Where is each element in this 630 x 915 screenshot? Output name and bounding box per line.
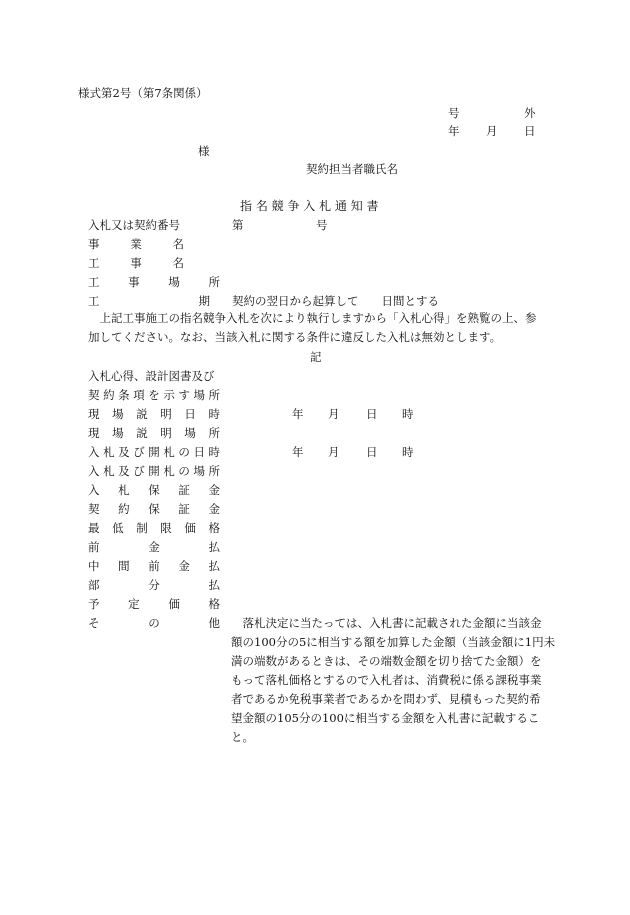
design-docs-label-line2: 契 約 条 項 を 示 す 場 所 xyxy=(88,388,220,402)
other-text-line: 望金額の105分の100に相当する金額を入札書に記載するこ xyxy=(231,711,540,725)
site-briefing-datetime-label: 現 場 説 明 日 時 xyxy=(88,407,220,421)
intro-line: 上記工事施工の指名競争入札を次により執行しますから「入札心得」を熟覧の上、参 xyxy=(88,311,537,325)
other-text-line: 者であるか免税事業者であるかを問わず、見積もった契約希 xyxy=(231,692,541,706)
document-title: 指 名 競 争 入 札 通 知 書 xyxy=(240,199,379,213)
day-label: 日 xyxy=(524,124,536,138)
other-text-line: と。 xyxy=(231,730,254,744)
other-text-line: 落札決定に当たっては、入札書に記載された金額に当該金 xyxy=(231,616,542,630)
intro-line: 加してください。なお、当該入札に関する条件に違反した入札は無効とします。 xyxy=(88,330,502,344)
partial-payment-label: 部 分 払 xyxy=(88,578,220,592)
form-id: 様式第2号（第7条関係） xyxy=(78,86,208,100)
month-label: 月 xyxy=(486,124,498,138)
addressee-suffix: 様 xyxy=(198,144,210,158)
other-label: そ の 他 xyxy=(88,616,220,630)
official-name: 契約担当者職氏名 xyxy=(306,162,398,176)
contract-deposit-label: 契 約 保 証 金 xyxy=(88,502,220,516)
outgoing-label: 外 xyxy=(524,106,536,120)
minimum-price-label: 最 低 制 限 価 格 xyxy=(88,521,220,535)
year-label: 年 xyxy=(448,124,460,138)
other-text-line: 額の100分の5に相当する額を加算した金額（当該金額に1円未 xyxy=(231,635,556,649)
interim-advance-label: 中 間 前 金 払 xyxy=(88,559,220,573)
number-label: 号 xyxy=(448,106,460,120)
work-period-value: 契約の翌日から起算して 日間とする xyxy=(232,294,439,308)
other-text-line: もって落札価格とするので入札者は、消費税に係る課税事業 xyxy=(231,673,542,687)
bid-datetime-label: 入 札 及 び 開 札 の 日 時 xyxy=(88,445,220,459)
project-type-label: 事 業 名 xyxy=(88,237,184,251)
contract-number-prefix: 第 xyxy=(232,218,244,232)
design-docs-label-line1: 入札心得、設計図書及び xyxy=(88,369,215,383)
site-briefing-place-label: 現 場 説 明 場 所 xyxy=(88,426,220,440)
work-site-label: 工 事 場 所 xyxy=(88,275,220,289)
intro-paragraph xyxy=(88,309,558,347)
estimated-price-label: 予 定 価 格 xyxy=(88,597,220,611)
advance-payment-label: 前 金 払 xyxy=(88,540,220,554)
bid-place-label: 入 札 及 び 開 札 の 場 所 xyxy=(88,464,220,478)
other-text-line: 満の端数があるときは、その端数金額を切り捨てた金額）を xyxy=(231,654,542,668)
contract-number-suffix: 号 xyxy=(316,218,328,232)
contract-number-label: 入札又は契約番号 xyxy=(88,218,180,232)
work-period-label: 工 期 xyxy=(88,294,210,308)
ki-heading: 記 xyxy=(310,350,322,364)
other-conditions-text xyxy=(231,614,559,747)
document-page: 様式第2号（第7条関係） 号 外 年 月 日 様 契約担当者職氏名 指 名 競 争 入 札 通 知 書 入札又は契約番号 第 号 事 業 名 工 事 名 工 事 場 所 工 期 契約の翌日から起算して 日間とする 上記工事施工の指名競争入札を次により執行しますから「入札心得」を熟覧の上、参 加してください。なお、当該入札に関する条件に違反した入札は無効とします。 記 入札心得、設計図書及び 契 約 条 項 を 示 す 場 所 現 場 説 明 日 時 年 月 日 時 現 場 説 明 場 所 入 札 及 び 開 札 の 日 時 年 月 日 時 入 札 及 び 開 札 の 場 所 入 札 保 証 金 契 約 保 証 金 最 低 制 限 価 格 前 金 払 中 間 前 金 払 部 分 払 予 定 価 格 そ の 他 落札決定に当たっては、入札書に記載された金額に当該金 額の100分の5に相当する額を加算した金額（当該金額に1円未 満の端数があるときは、その端数金額を切り捨てた金額）を もって落札価格とするので入札者は、消費税に係る課税事業 者であるか免税事業者であるかを問わず、見積もった契約希 望金額の105分の100に相当する金額を入札書に記載するこ と。 xyxy=(0,0,630,915)
work-name-label: 工 事 名 xyxy=(88,256,184,270)
bid-deposit-label: 入 札 保 証 金 xyxy=(88,483,220,497)
